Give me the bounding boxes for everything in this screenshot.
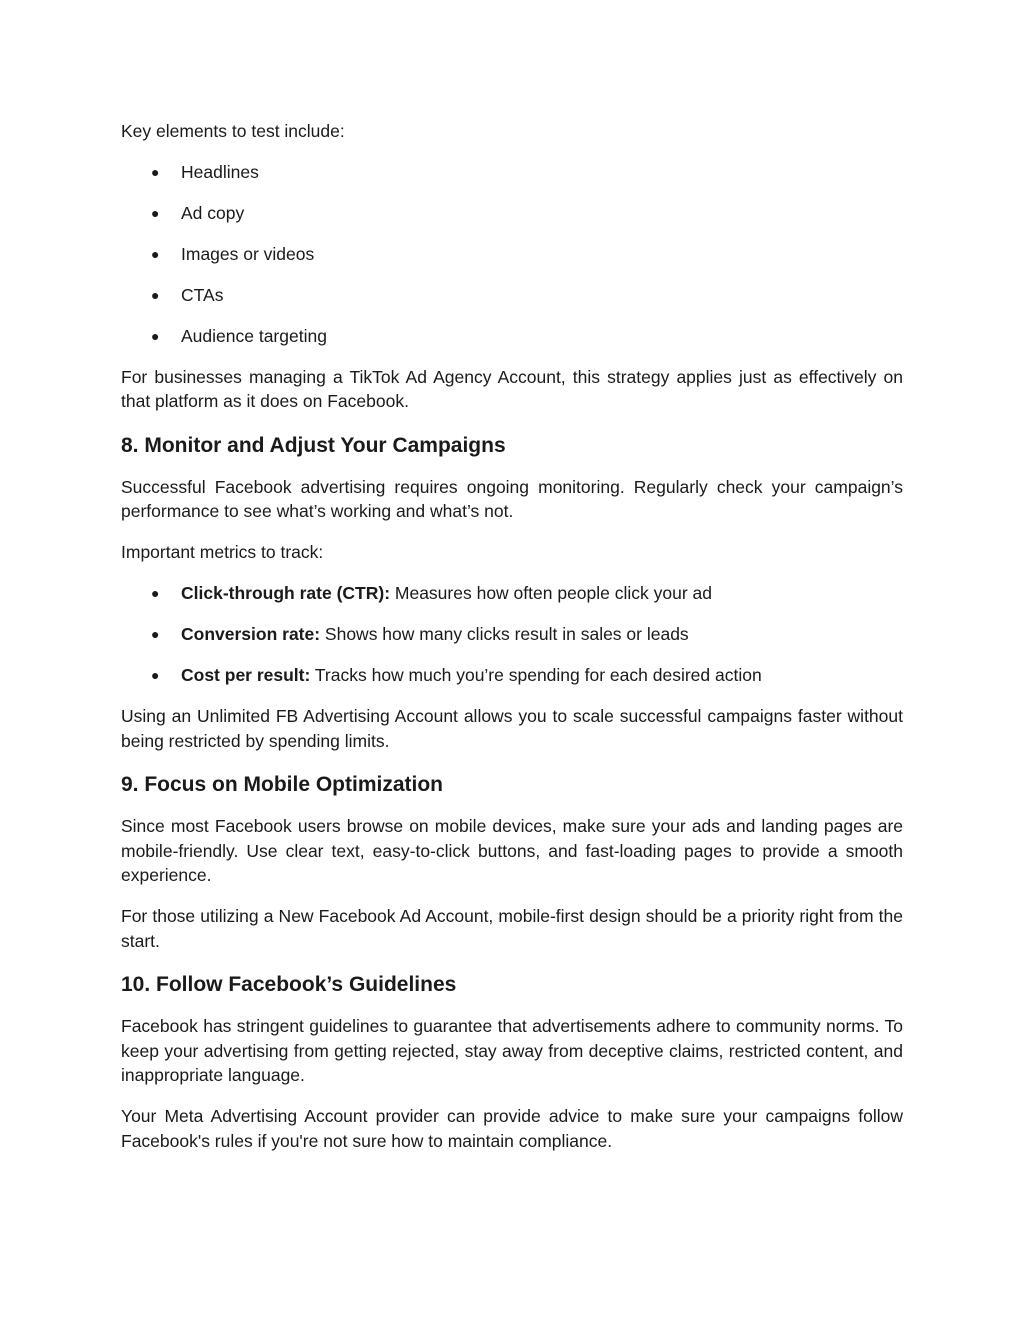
list-item — [121, 581, 903, 606]
test-elements-list — [121, 160, 903, 349]
tiktok-paragraph: For businesses managing a TikTok Ad Agency Account, this strategy applies just as effectively on that platform as it does on Facebook. — [121, 366, 903, 411]
list-item — [121, 663, 903, 688]
bullet-icon: ● — [151, 585, 160, 601]
section-9-paragraph-1: Since most Facebook users browse on mobile devices, make sure your ads and landing pages are mobile-friendly. Use clear text, easy-to-click buttons, and fast-loading pages to provide a smooth experience. — [121, 816, 903, 885]
section-8-paragraph-3: Using an Unlimited FB Advertising Account allows you to scale successful campaigns faster without being restricted by spending limits. — [121, 706, 903, 751]
list-item: ● Headlines — [121, 160, 903, 185]
metrics-list — [121, 581, 903, 688]
document-page — [121, 119, 903, 1153]
section-9-heading: 9. Focus on Mobile Optimization — [121, 773, 444, 796]
metric-desc: Tracks how much you’re spending for each desired action — [310, 665, 762, 685]
bullet-icon: ● — [151, 286, 160, 303]
list-item: ● CTAs — [121, 283, 903, 308]
metric-term: Conversion rate: — [181, 624, 321, 644]
bullet-icon: ● — [151, 245, 160, 262]
section-10-heading: 10. Follow Facebook’s Guidelines — [121, 973, 457, 996]
bullet-icon: ● — [151, 667, 160, 683]
bullet-icon: ● — [151, 163, 160, 180]
section-8-paragraph-1: Successful Facebook advertising requires ongoing monitoring. Regularly check your campaign’s performance to see what’s working and what’s not. — [121, 476, 903, 521]
section-10-paragraph-2: Your Meta Advertising Account provider can provide advice to make sure your campaigns follow Facebook's rules if you're not sure how to maintain compliance. — [121, 1106, 903, 1151]
metric-term: Cost per result: — [181, 665, 311, 685]
metric-desc: Measures how often people click your ad — [390, 583, 713, 603]
bullet-icon: ● — [151, 204, 160, 221]
list-item: ● Images or videos — [121, 242, 903, 267]
section-10-paragraph-1: Facebook has stringent guidelines to guarantee that advertisements adhere to community norms. To keep your advertising from getting rejected, stay away from deceptive claims, restricted content, and inappropriate language. — [121, 1016, 903, 1085]
metric-term: Click-through rate (CTR): — [181, 583, 391, 603]
metric-desc: Shows how many clicks result in sales or leads — [320, 624, 689, 644]
list-item: ● Ad copy — [121, 201, 903, 226]
section-9-paragraph-2: For those utilizing a New Facebook Ad Account, mobile-first design should be a priority right from the start. — [121, 906, 903, 951]
list-item — [121, 622, 903, 647]
intro-text: Key elements to test include: — [121, 121, 345, 141]
section-8-paragraph-2: Important metrics to track: — [121, 542, 324, 562]
bullet-icon: ● — [151, 327, 160, 344]
bullet-icon: ● — [151, 626, 160, 642]
list-item: ● Audience targeting — [121, 324, 903, 349]
section-8-heading: 8. Monitor and Adjust Your Campaigns — [121, 433, 506, 457]
